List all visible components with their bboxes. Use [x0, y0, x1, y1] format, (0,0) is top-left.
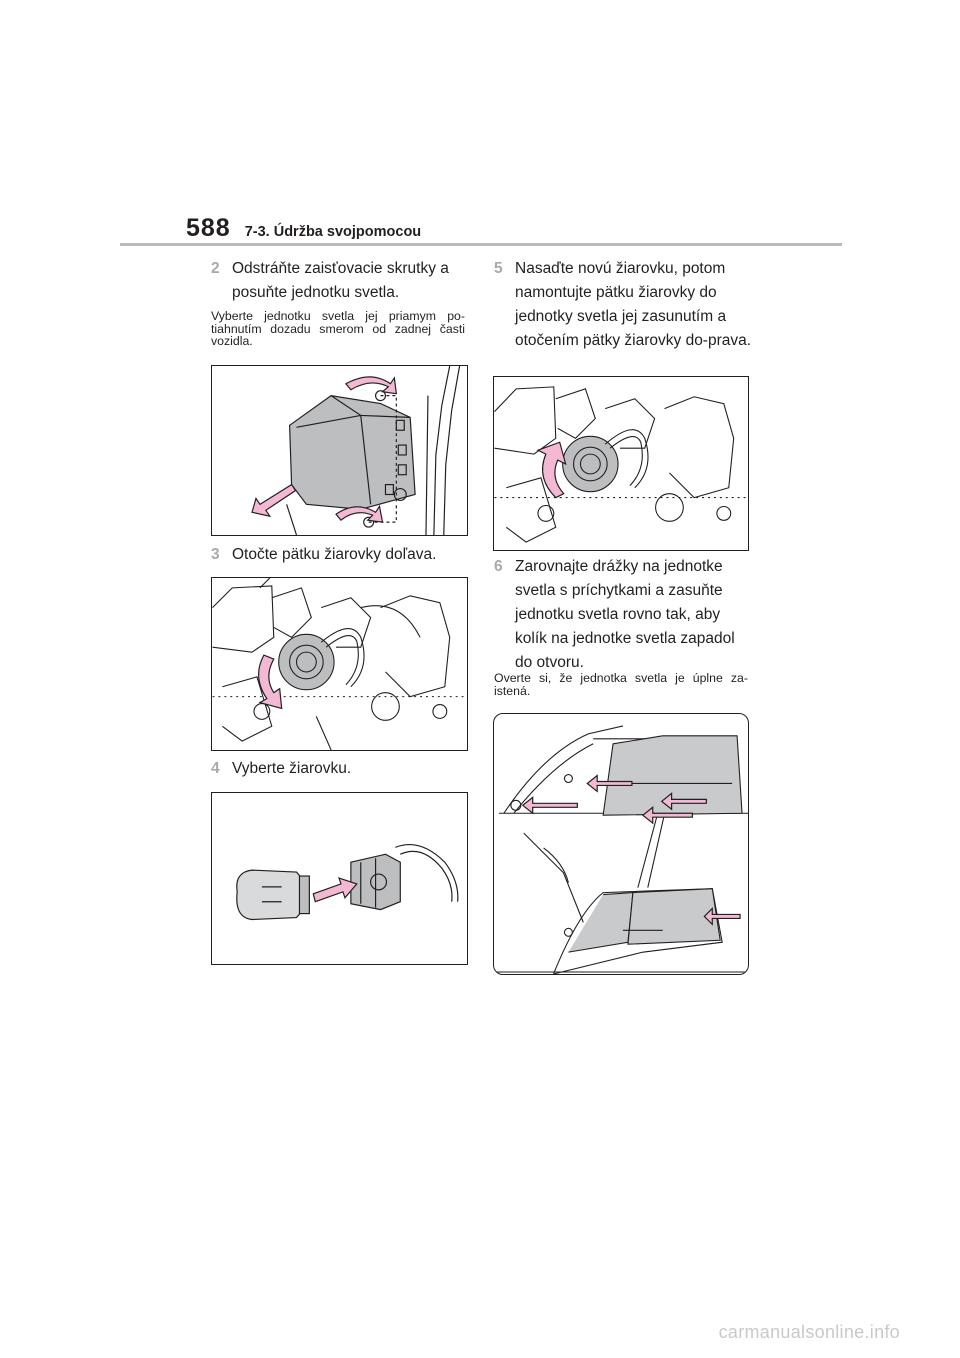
step-number: 4: [211, 760, 220, 777]
page-number: 588: [186, 214, 231, 242]
step-text: Zarovnajte drážky na jednotke svetla s príchytkami a zasuňte jednotku svetla rovno tak, aby kolík na jednotke svetla zapadol do otvoru.: [515, 558, 735, 671]
turn-bulb-socket-left-illustration: [211, 577, 468, 751]
step-text: Vyberte žiarovku.: [232, 760, 352, 777]
step-number: 6: [494, 558, 503, 575]
section-title: 7-3. Údržba svojpomocou: [244, 224, 422, 240]
install-bulb-illustration: [493, 376, 749, 551]
remove-screws-illustration: [211, 365, 468, 536]
step-4: [211, 757, 469, 781]
header-divider: [120, 243, 842, 246]
step-text: Odstráňte zaisťovacie skrutky a posuňte jednotku svetla.: [232, 260, 449, 301]
step-6-note: Overte si, že jednotka svetla je úplne za-istená.: [494, 671, 748, 698]
step-number: 3: [211, 546, 220, 563]
step-text: Nasaďte novú žiarovku, potom namontujte pätku žiarovky do jednotky svetla jej zasunutím a otočením pätky žiarovky do-prava.: [515, 260, 752, 349]
step-6: [494, 555, 752, 675]
remove-bulb-illustration: [211, 792, 468, 965]
step-2-note: Vyberte jednotku svetla jej priamym po-tiahnutím dozadu smerom od zadnej časti vozidla.: [211, 309, 465, 348]
page-header: [186, 214, 421, 243]
watermark: carmanualsonline.info: [718, 1322, 900, 1342]
step-number: 5: [494, 260, 503, 277]
step-number: 2: [211, 260, 220, 277]
step-text: Otočte pätku žiarovky doľava.: [232, 546, 437, 563]
step-5: [494, 257, 752, 353]
step-3: [211, 543, 469, 567]
align-light-unit-illustration: [493, 713, 749, 975]
step-2: [211, 257, 469, 305]
